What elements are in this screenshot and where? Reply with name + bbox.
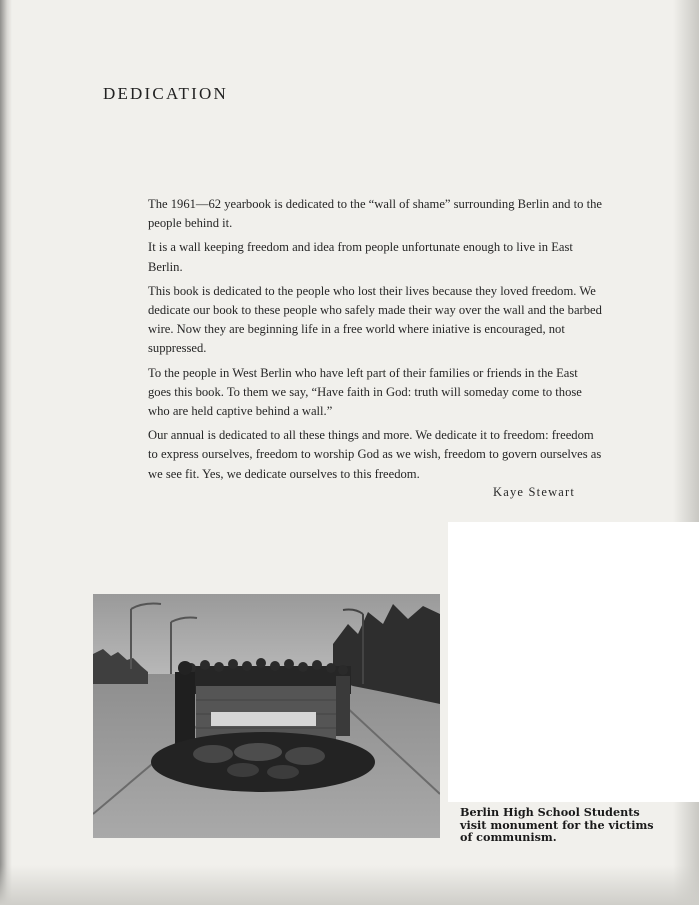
photo-caption [460, 806, 660, 844]
page-title: DEDICATION [103, 84, 228, 103]
dedication-paragraph: Our annual is dedicated to all these things and more. We dedicate it to freedom: freedom to express ourselves, freedom to worship God as we wish, freedom to govern ourselves as we see fit. Yes, we dedicate ourselves to this freedom. [148, 428, 602, 481]
caption-line: Berlin High School Students [460, 805, 640, 819]
dedication-paragraph: It is a wall keeping freedom and idea from people unfortunate enough to live in East Berlin. [148, 240, 573, 274]
blank-area [448, 522, 699, 802]
dedication-paragraph: To the people in West Berlin who have left part of their families or friends in the East goes this book. To them we say, “Have faith in God: truth will someday come to those who are held captive behind a wall.” [148, 365, 582, 419]
signature: Kaye Stewart [493, 485, 576, 499]
monument-photo [93, 594, 440, 838]
page-edge-shadow [0, 0, 12, 905]
dedication-paragraph: This book is dedicated to the people who lost their lives because they loved freedom. We dedicate our book to these people who safely made their way over the wall and the barbed wire. Now they are beginning life in a free world where iniative is encouraged, not suppressed. [148, 283, 602, 356]
caption-line: visit monument for the victims [460, 817, 654, 832]
dedication-text [148, 195, 602, 489]
dedication-paragraph: The 1961—62 yearbook is dedicated to the “wall of shame” surrounding Berlin and to the people behind it. [148, 197, 602, 231]
caption-line: of communism. [460, 830, 557, 844]
page-edge-shadow-bottom [0, 865, 699, 905]
